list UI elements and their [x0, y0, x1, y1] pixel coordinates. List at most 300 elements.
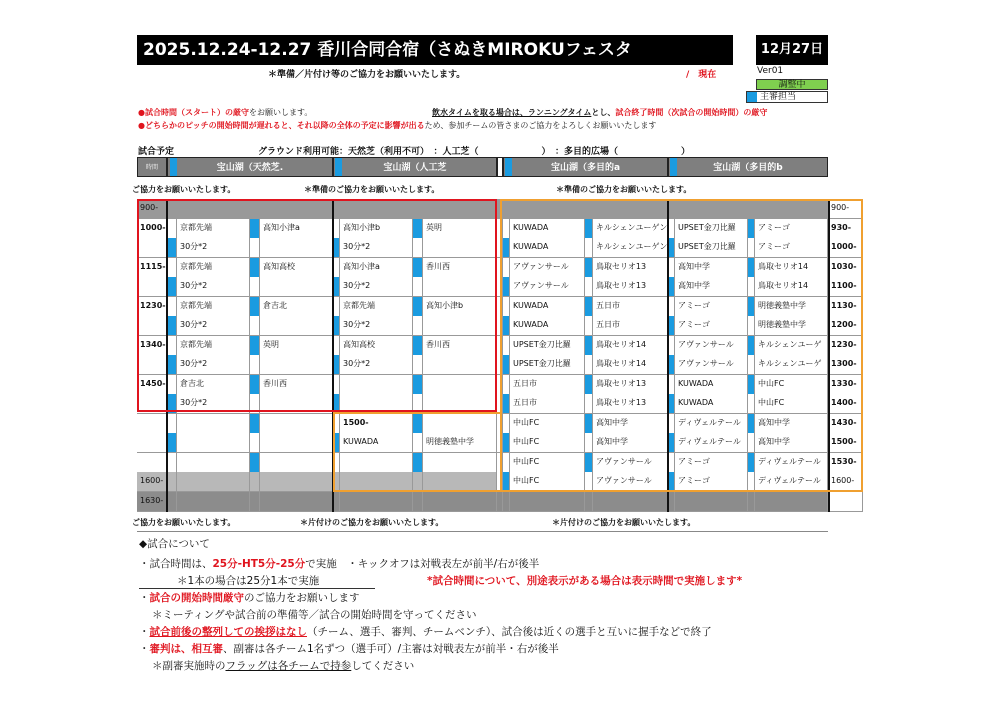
- time-cell: 1200-: [828, 316, 863, 336]
- referee-marker-icon: [333, 238, 340, 258]
- footer-line-2-red: *試合時間について、別途表示がある場合は表示時間で実施します*: [427, 575, 743, 587]
- referee-marker-icon: [250, 297, 260, 317]
- time-cell: 930-: [828, 219, 863, 239]
- marker-cell: [413, 492, 423, 512]
- team-cell: キルシェンユーゲ: [755, 355, 828, 375]
- time-cell: 900-: [828, 199, 863, 219]
- marker-cell: [413, 199, 423, 219]
- marker-cell: [167, 258, 177, 278]
- page-title: 2025.12.24-12.27 香川合同合宿（さぬきMIROKUフェスタ: [137, 35, 733, 65]
- team-cell: 英明: [423, 219, 497, 239]
- team-cell: [423, 316, 497, 336]
- team-cell: [177, 433, 250, 453]
- team-cell: [423, 238, 497, 258]
- team-cell: 鳥取セリオ14: [593, 355, 668, 375]
- referee-marker-icon: [585, 375, 593, 395]
- divider: [137, 531, 828, 532]
- time-cell: 1430-: [828, 414, 863, 434]
- marker-cell: [585, 394, 593, 414]
- marker-cell: [250, 492, 260, 512]
- referee-marker-icon: [668, 316, 675, 336]
- referee-marker-icon: [748, 375, 755, 395]
- referee-marker-icon: [167, 433, 177, 453]
- referee-marker-icon: [748, 453, 755, 473]
- team-cell: アヴァンサール: [510, 258, 585, 278]
- team-cell: 京都先端: [177, 297, 250, 317]
- footer-6-red: 審判は、相互審: [149, 643, 223, 655]
- marker-cell: [503, 414, 510, 434]
- time-cell: 1400-: [828, 394, 863, 414]
- time-cell: [137, 316, 167, 336]
- team-cell: [260, 433, 333, 453]
- team-cell: [423, 199, 497, 219]
- team-cell: KUWADA: [510, 238, 585, 258]
- marker-cell: [250, 238, 260, 258]
- marker-cell: [503, 492, 510, 512]
- time-cell: 1600-: [137, 472, 167, 492]
- marker-cell: [748, 472, 755, 492]
- team-cell: 倉吉北: [177, 375, 250, 395]
- team-cell: [423, 414, 497, 434]
- team-cell: 香川西: [423, 258, 497, 278]
- time-cell: 1115-: [137, 258, 167, 278]
- referee-marker-icon: [167, 355, 177, 375]
- legend-referee-label: 主審担当: [760, 92, 797, 102]
- team-cell: 京都先端: [340, 297, 413, 317]
- team-cell: 30分*2: [177, 277, 250, 297]
- team-cell: アヴァンサール: [510, 277, 585, 297]
- marker-cell: [585, 472, 593, 492]
- time-cell: 1230-: [137, 297, 167, 317]
- marker-cell: [333, 258, 340, 278]
- team-cell: [423, 472, 497, 492]
- team-cell: [340, 453, 413, 473]
- footer-3-a: ・: [139, 592, 150, 604]
- team-cell: 京都先端: [177, 336, 250, 356]
- marker-cell: [250, 277, 260, 297]
- team-cell: 中山FC: [510, 433, 585, 453]
- team-cell: [260, 472, 333, 492]
- marker-cell: [503, 453, 510, 473]
- team-cell: [260, 492, 333, 512]
- team-cell: キルシェンユーゲン: [593, 238, 668, 258]
- time-cell: [137, 453, 167, 473]
- team-cell: [675, 492, 748, 512]
- footer-5-a: ・: [139, 626, 150, 638]
- team-cell: 鳥取セリオ13: [593, 394, 668, 414]
- referee-marker-icon: [413, 414, 423, 434]
- team-cell: KUWADA: [340, 433, 413, 453]
- marker-cell: [167, 492, 177, 512]
- team-cell: [177, 453, 250, 473]
- team-cell: アヴァンサール: [675, 355, 748, 375]
- team-cell: アミーゴ: [675, 472, 748, 492]
- referee-marker-icon: [748, 258, 755, 278]
- marker-cell: [333, 472, 340, 492]
- team-cell: 30分*2: [177, 394, 250, 414]
- team-cell: ディヴェルテール: [675, 433, 748, 453]
- marker-cell: [250, 355, 260, 375]
- marker-cell: [668, 336, 675, 356]
- referee-marker-icon: [333, 433, 340, 453]
- marker-cell: [585, 238, 593, 258]
- marker-cell: [748, 394, 755, 414]
- team-cell: 30分*2: [340, 277, 413, 297]
- team-cell: 中山FC: [510, 472, 585, 492]
- legend-referee: [746, 91, 828, 103]
- team-cell: 高知中学: [755, 433, 828, 453]
- marker-cell: [585, 277, 593, 297]
- team-cell: 1500-: [340, 414, 413, 434]
- time-cell: 1230-: [828, 336, 863, 356]
- marker-cell: [167, 199, 177, 219]
- marker-cell: [668, 375, 675, 395]
- notice-1b-red: 試合終了時間（次試合の開始時間）の厳守: [615, 108, 768, 117]
- team-cell: 中山FC: [510, 453, 585, 473]
- notice-2-rest: ため、参加チームの皆さまのご協力をよろしくお願いいたします: [424, 121, 657, 130]
- footer-1-b: で実施 ・キックオフは対戦表左が前半/右が後半: [305, 558, 540, 570]
- team-cell: 高知中学: [593, 433, 668, 453]
- venue-header-3: 宝山湖（多目的a: [503, 157, 668, 177]
- referee-marker-icon: [668, 394, 675, 414]
- referee-marker-icon: [333, 277, 340, 297]
- footer-line-7: [152, 658, 414, 673]
- team-cell: 鳥取セリオ13: [593, 277, 668, 297]
- team-cell: KUWADA: [510, 219, 585, 239]
- team-cell: 高知小津b: [423, 297, 497, 317]
- team-cell: [675, 199, 748, 219]
- footer-5-b: （チーム、選手、審判、チームベンチ）、試合後は近くの選手と互いに握手などで終了: [307, 626, 712, 638]
- team-cell: 鳥取セリオ13: [593, 258, 668, 278]
- footer-line-5: [139, 624, 712, 639]
- marker-cell: [333, 219, 340, 239]
- referee-marker-icon: [167, 277, 177, 297]
- marker-cell: [503, 375, 510, 395]
- team-cell: 30分*2: [177, 316, 250, 336]
- venue-header-2: 宝山湖（人工芝: [333, 157, 497, 177]
- team-cell: KUWADA: [675, 394, 748, 414]
- marker-cell: [167, 414, 177, 434]
- marker-cell: [167, 297, 177, 317]
- time-cell: 1100-: [828, 277, 863, 297]
- referee-marker-icon: [585, 297, 593, 317]
- marker-cell: [333, 414, 340, 434]
- referee-marker-icon: [333, 394, 340, 414]
- marker-cell: [250, 199, 260, 219]
- referee-marker-icon: [413, 258, 423, 278]
- marker-cell: [167, 219, 177, 239]
- time-cell: [137, 277, 167, 297]
- marker-cell: [333, 375, 340, 395]
- time-cell: 1630-: [137, 492, 167, 512]
- team-cell: 京都先端: [177, 219, 250, 239]
- referee-marker-icon: [413, 297, 423, 317]
- footer-line-6: [139, 641, 559, 656]
- marker-cell: [167, 453, 177, 473]
- top-band-1: ご協力をお願いいたします。: [132, 185, 236, 194]
- team-cell: 鳥取セリオ14: [755, 258, 828, 278]
- footer-line-2: ＊1本の場合は25分1本で実施: [139, 573, 375, 589]
- referee-marker-icon: [413, 219, 423, 239]
- team-cell: 高知小津b: [340, 219, 413, 239]
- referee-marker-icon: [250, 258, 260, 278]
- team-cell: [340, 472, 413, 492]
- marker-cell: [250, 394, 260, 414]
- referee-marker-icon: [333, 316, 340, 336]
- referee-marker-icon: [413, 375, 423, 395]
- team-cell: ディヴェルテール: [755, 453, 828, 473]
- referee-marker-icon: [250, 219, 260, 239]
- team-cell: 高知中学: [755, 414, 828, 434]
- referee-marker-icon: [333, 355, 340, 375]
- marker-cell: [503, 297, 510, 317]
- marker-cell: [503, 258, 510, 278]
- time-cell: [828, 492, 863, 512]
- marker-cell: [333, 336, 340, 356]
- team-cell: 高知中学: [675, 258, 748, 278]
- team-cell: [510, 199, 585, 219]
- team-cell: 中山FC: [510, 414, 585, 434]
- team-cell: [260, 394, 333, 414]
- team-cell: キルシェンユーゲ: [755, 336, 828, 356]
- team-cell: [593, 199, 668, 219]
- referee-marker-icon: [748, 336, 755, 356]
- team-cell: アミーゴ: [675, 453, 748, 473]
- notice-1b-rest: とし、: [591, 108, 616, 117]
- referee-marker-icon: [503, 238, 510, 258]
- grid-divider: [332, 199, 334, 512]
- date-badge: 12月27日: [756, 35, 828, 65]
- referee-marker-icon: [585, 336, 593, 356]
- team-cell: [260, 277, 333, 297]
- header-marker-icon: [170, 158, 177, 176]
- referee-marker-icon: [167, 316, 177, 336]
- ground-availability: グラウンド利用可能：天然芝（利用不可） ：人工芝（ ） ：多目的広場（ ）: [258, 147, 691, 157]
- team-cell: [755, 492, 828, 512]
- venue-header-4: 宝山湖（多目的b: [668, 157, 828, 177]
- time-header: 時間: [137, 157, 167, 177]
- team-cell: アヴァンサール: [675, 336, 748, 356]
- marker-cell: [413, 472, 423, 492]
- team-cell: アヴァンサール: [593, 453, 668, 473]
- team-cell: [260, 355, 333, 375]
- team-cell: [260, 414, 333, 434]
- marker-cell: [585, 433, 593, 453]
- referee-marker-icon: [585, 258, 593, 278]
- referee-marker-icon: [250, 453, 260, 473]
- marker-cell: [748, 316, 755, 336]
- team-cell: 香川西: [423, 336, 497, 356]
- referee-swatch: [747, 92, 757, 102]
- team-cell: KUWADA: [675, 375, 748, 395]
- header-marker-icon: [335, 158, 342, 176]
- referee-marker-icon: [748, 414, 755, 434]
- marker-cell: [585, 316, 593, 336]
- grid-divider: [166, 199, 168, 512]
- top-band-2: ＊準備のご協力をお願いいたします。: [304, 185, 440, 194]
- time-cell: 1500-: [828, 433, 863, 453]
- team-cell: 中山FC: [755, 394, 828, 414]
- team-cell: 高知高校: [260, 258, 333, 278]
- team-cell: 英明: [260, 336, 333, 356]
- marker-cell: [668, 414, 675, 434]
- team-cell: 鳥取セリオ14: [593, 336, 668, 356]
- cooperation-note: ＊準備／片付け等のご協力をお願いいたします。: [268, 70, 466, 80]
- team-cell: [260, 199, 333, 219]
- grid-divider: [828, 199, 830, 512]
- marker-cell: [413, 355, 423, 375]
- marker-cell: [748, 433, 755, 453]
- marker-cell: [333, 297, 340, 317]
- referee-marker-icon: [668, 238, 675, 258]
- team-cell: アミーゴ: [675, 297, 748, 317]
- team-cell: 明徳義塾中学: [755, 297, 828, 317]
- marker-cell: [748, 238, 755, 258]
- bottom-band-2: ＊片付けのご協力をお願いいたします。: [300, 518, 444, 527]
- top-band-3: ＊準備のご協力をお願いいたします。: [556, 185, 692, 194]
- referee-marker-icon: [167, 394, 177, 414]
- team-cell: アミーゴ: [675, 316, 748, 336]
- team-cell: 高知中学: [675, 277, 748, 297]
- version-label: Ver01: [757, 66, 784, 76]
- marker-cell: [668, 199, 675, 219]
- schedule-label: 試合予定: [138, 147, 175, 157]
- footer-5-red: 試合前後の整列しての挨拶はなし: [149, 626, 307, 638]
- marker-cell: [333, 453, 340, 473]
- referee-marker-icon: [668, 433, 675, 453]
- referee-marker-icon: [585, 453, 593, 473]
- marker-cell: [503, 199, 510, 219]
- team-cell: [260, 453, 333, 473]
- header-marker-icon: [670, 158, 677, 176]
- footer-7-ul: フラッグは各チームで持参: [225, 660, 352, 672]
- marker-cell: [413, 316, 423, 336]
- footer-6-a: ・: [139, 643, 150, 655]
- time-cell: 1130-: [828, 297, 863, 317]
- legend-adjusting: 調整中: [756, 79, 828, 90]
- team-cell: [593, 492, 668, 512]
- notice-line-1b: [432, 107, 767, 118]
- notice-1-rest: をお願いします。: [248, 108, 313, 117]
- team-cell: [260, 316, 333, 336]
- bottom-band-3: ＊片付けのご協力をお願いいたします。: [552, 518, 696, 527]
- footer-7-a: ＊副審実施時の: [152, 660, 226, 672]
- notice-2-red: ●どちらかのピッチの開始時間が遅れると、それ以降の全体の予定に影響が出る: [138, 121, 425, 130]
- venue-header-1: 宝山湖（天然芝.: [167, 157, 333, 177]
- marker-cell: [668, 453, 675, 473]
- time-cell: 1000-: [828, 238, 863, 258]
- footer-line-4: ＊ミーティングや試合前の準備等／試合の開始時間を守ってください: [152, 609, 477, 621]
- time-cell: 1000-: [137, 219, 167, 239]
- time-cell: 900-: [137, 199, 167, 219]
- marker-cell: [250, 472, 260, 492]
- marker-cell: [585, 199, 593, 219]
- marker-cell: [167, 472, 177, 492]
- time-cell: [137, 414, 167, 434]
- team-cell: [423, 375, 497, 395]
- footer-3-b: のご協力をお願いします: [244, 592, 360, 604]
- time-cell: 1600-: [828, 472, 863, 492]
- marker-cell: [748, 355, 755, 375]
- team-cell: KUWADA: [510, 297, 585, 317]
- marker-cell: [585, 355, 593, 375]
- team-cell: ディヴェルテール: [755, 472, 828, 492]
- team-cell: 30分*2: [340, 355, 413, 375]
- team-cell: 高知高校: [340, 336, 413, 356]
- time-cell: [137, 394, 167, 414]
- marker-cell: [748, 199, 755, 219]
- referee-marker-icon: [503, 355, 510, 375]
- team-cell: ディヴェルテール: [675, 414, 748, 434]
- team-cell: [340, 492, 413, 512]
- referee-marker-icon: [503, 472, 510, 492]
- notice-1b-underline: 飲水タイムを取る場合は、ランニングタイム: [432, 108, 592, 117]
- footer-6-b: 、副審は各チーム1名ずつ（選手可）/主審は対戦表左が前半・右が後半: [223, 643, 559, 655]
- marker-cell: [167, 375, 177, 395]
- team-cell: 五日市: [510, 394, 585, 414]
- referee-marker-icon: [503, 277, 510, 297]
- referee-marker-icon: [668, 355, 675, 375]
- marker-cell: [250, 316, 260, 336]
- team-cell: [340, 394, 413, 414]
- team-cell: [423, 355, 497, 375]
- team-cell: [260, 238, 333, 258]
- team-cell: 30分*2: [177, 238, 250, 258]
- marker-cell: [668, 258, 675, 278]
- referee-marker-icon: [167, 238, 177, 258]
- team-cell: UPSET金刀比羅: [675, 238, 748, 258]
- marker-cell: [413, 277, 423, 297]
- marker-cell: [748, 277, 755, 297]
- time-cell: [137, 238, 167, 258]
- footer-heading: ◆試合について: [139, 538, 210, 550]
- team-cell: [177, 199, 250, 219]
- referee-marker-icon: [503, 394, 510, 414]
- referee-marker-icon: [250, 336, 260, 356]
- team-cell: 香川西: [260, 375, 333, 395]
- time-cell: 1450-: [137, 375, 167, 395]
- footer-line-1: [139, 556, 539, 571]
- time-cell: [137, 355, 167, 375]
- time-cell: 1330-: [828, 375, 863, 395]
- marker-cell: [668, 297, 675, 317]
- team-cell: キルシェンユーゲン: [593, 219, 668, 239]
- team-cell: 倉吉北: [260, 297, 333, 317]
- referee-marker-icon: [748, 297, 755, 317]
- header-marker-icon: [505, 158, 512, 176]
- team-cell: [423, 492, 497, 512]
- team-cell: 五日市: [593, 297, 668, 317]
- marker-cell: [413, 394, 423, 414]
- current-label: / 現在: [686, 70, 717, 80]
- footer-3-red: 試合の開始時間厳守: [149, 592, 244, 604]
- team-cell: 中山FC: [755, 375, 828, 395]
- notice-line-1: [138, 107, 312, 118]
- time-cell: [137, 433, 167, 453]
- marker-cell: [413, 238, 423, 258]
- team-cell: [423, 453, 497, 473]
- team-cell: 五日市: [510, 375, 585, 395]
- marker-cell: [585, 492, 593, 512]
- team-cell: 30分*2: [177, 355, 250, 375]
- team-cell: [423, 394, 497, 414]
- bottom-band-1: ご協力をお願いいたします。: [132, 518, 236, 527]
- referee-marker-icon: [585, 414, 593, 434]
- team-cell: 高知小津a: [260, 219, 333, 239]
- referee-marker-icon: [585, 219, 593, 239]
- team-cell: [177, 492, 250, 512]
- team-cell: 鳥取セリオ14: [755, 277, 828, 297]
